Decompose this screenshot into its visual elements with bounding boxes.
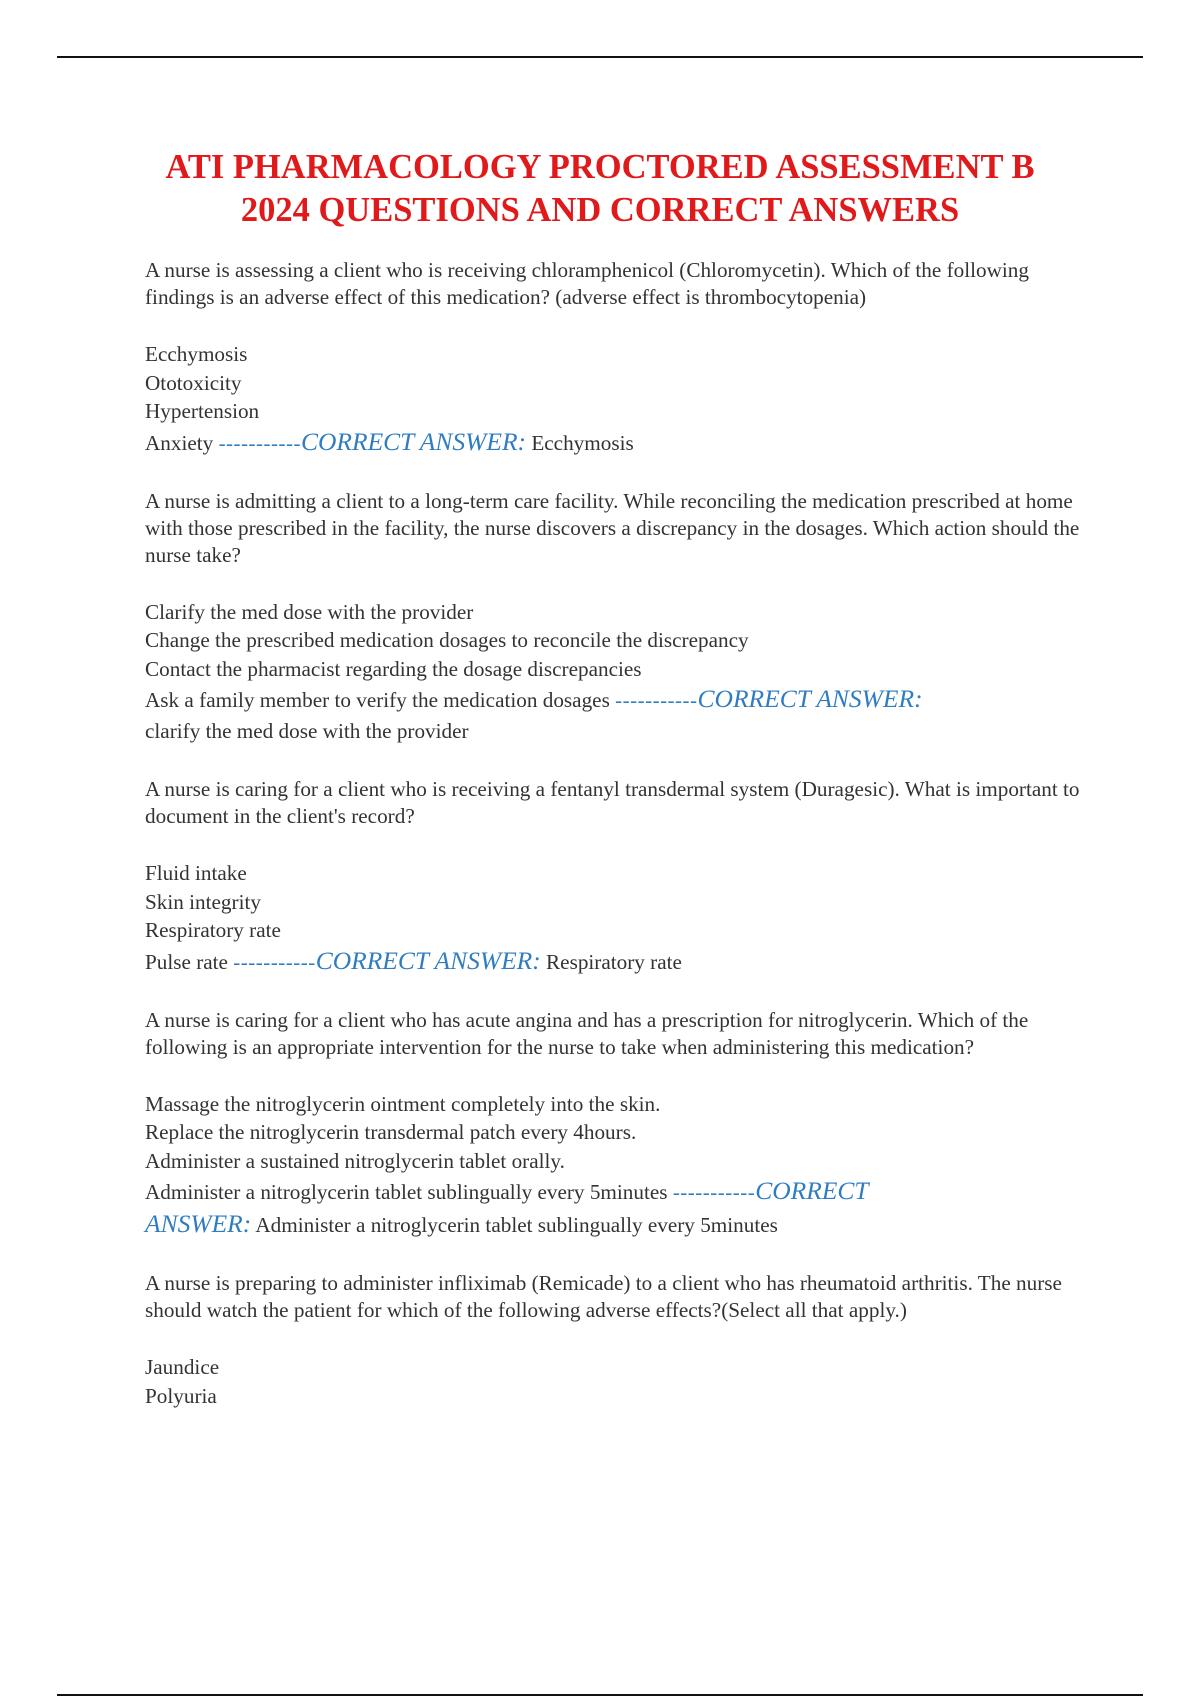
document-title xyxy=(100,146,1100,232)
correct-answer-label: CORRECT ANSWER: xyxy=(301,426,527,456)
answer-options xyxy=(145,340,1085,459)
option: Anxiety xyxy=(145,430,214,455)
option: Change the prescribed medication dosages to reconcile the discrepancy xyxy=(145,628,749,652)
option: Polyuria xyxy=(145,1383,217,1408)
option: Fluid intake xyxy=(145,861,247,885)
option: Massage the nitroglycerin ointment completely into the skin. xyxy=(145,1091,661,1116)
option: Respiratory rate xyxy=(145,918,281,942)
title-line-1: ATI PHARMACOLOGY PROCTORED ASSESSMENT B xyxy=(165,148,1035,186)
dash-separator: ----------- xyxy=(615,688,698,712)
last-option-line xyxy=(145,426,1085,459)
title-line-2: 2024 QUESTIONS AND CORRECT ANSWERS xyxy=(240,191,960,229)
question-block xyxy=(145,488,1085,748)
header-rule xyxy=(57,56,1143,58)
question-block xyxy=(145,776,1085,978)
answer-options xyxy=(145,859,1085,978)
dash-separator: ----------- xyxy=(233,949,316,974)
question-text: A nurse is caring for a client who is receiving a fentanyl transdermal system (Duragesic). What is important to document in the client's record? xyxy=(145,777,1080,828)
question-text: A nurse is assessing a client who is receiving chloramphenicol (Chloromycetin). Which of the following findings is an adverse effect of this medication? (adverse effect is thrombocytopenia) xyxy=(145,258,1029,309)
answer-options xyxy=(145,598,1085,748)
question-text: A nurse is caring for a client who has acute angina and has a prescription for nitroglycerin. Which of the following is an appropriate intervention for the nurse to take when administering this medication? xyxy=(145,1007,1029,1059)
dash-separator: ----------- xyxy=(672,1180,756,1204)
option: Administer a sustained nitroglycerin tablet orally. xyxy=(145,1148,565,1173)
option: Ecchymosis xyxy=(145,342,248,366)
question-text: A nurse is preparing to administer infliximab (Remicade) to a client who has rheumatoid arthritis. The nurse should watch the patient for which of the following adverse effects?(Select all that apply.) xyxy=(145,1271,1062,1322)
option: Jaundice xyxy=(145,1355,220,1379)
document-body xyxy=(145,257,1085,1439)
correct-answer: Ecchymosis xyxy=(531,430,634,455)
option: Skin integrity xyxy=(145,889,261,914)
option: Hypertension xyxy=(145,399,260,423)
option: Contact the pharmacist regarding the dosage discrepancies xyxy=(145,656,642,681)
last-option-line xyxy=(145,683,1085,747)
last-option-line xyxy=(145,945,1085,978)
question-block xyxy=(145,1007,1085,1242)
option: Administer a nitroglycerin tablet sublingually every 5minutes xyxy=(145,1180,668,1204)
correct-answer-label-cont: ANSWER: xyxy=(145,1209,252,1238)
option: Ototoxicity xyxy=(145,370,242,395)
correct-answer-label: CORRECT ANSWER: xyxy=(697,684,923,713)
correct-answer: Respiratory rate xyxy=(546,949,682,974)
correct-answer-label: CORRECT ANSWER: xyxy=(315,945,541,975)
correct-answer: clarify the med dose with the provider xyxy=(145,719,469,743)
answer-options xyxy=(145,1353,1085,1410)
answer-options xyxy=(145,1090,1085,1242)
question-block xyxy=(145,257,1085,459)
correct-answer-label: CORRECT xyxy=(755,1176,869,1205)
footer-rule xyxy=(57,1694,1143,1696)
option: Pulse rate xyxy=(145,949,228,974)
dash-separator: ----------- xyxy=(218,430,301,455)
option: Replace the nitroglycerin transdermal patch every 4hours. xyxy=(145,1120,637,1144)
option: Clarify the med dose with the provider xyxy=(145,599,474,624)
question-block xyxy=(145,1270,1085,1410)
question-text: A nurse is admitting a client to a long-term care facility. While reconciling the medication prescribed at home with those prescribed in the facility, the nurse discovers a discrepancy in the dosages. Which action should the nurse take? xyxy=(145,488,1080,567)
option: Ask a family member to verify the medication dosages xyxy=(145,688,610,712)
last-option-line xyxy=(145,1175,1085,1241)
correct-answer: Administer a nitroglycerin tablet sublingually every 5minutes xyxy=(255,1213,778,1237)
